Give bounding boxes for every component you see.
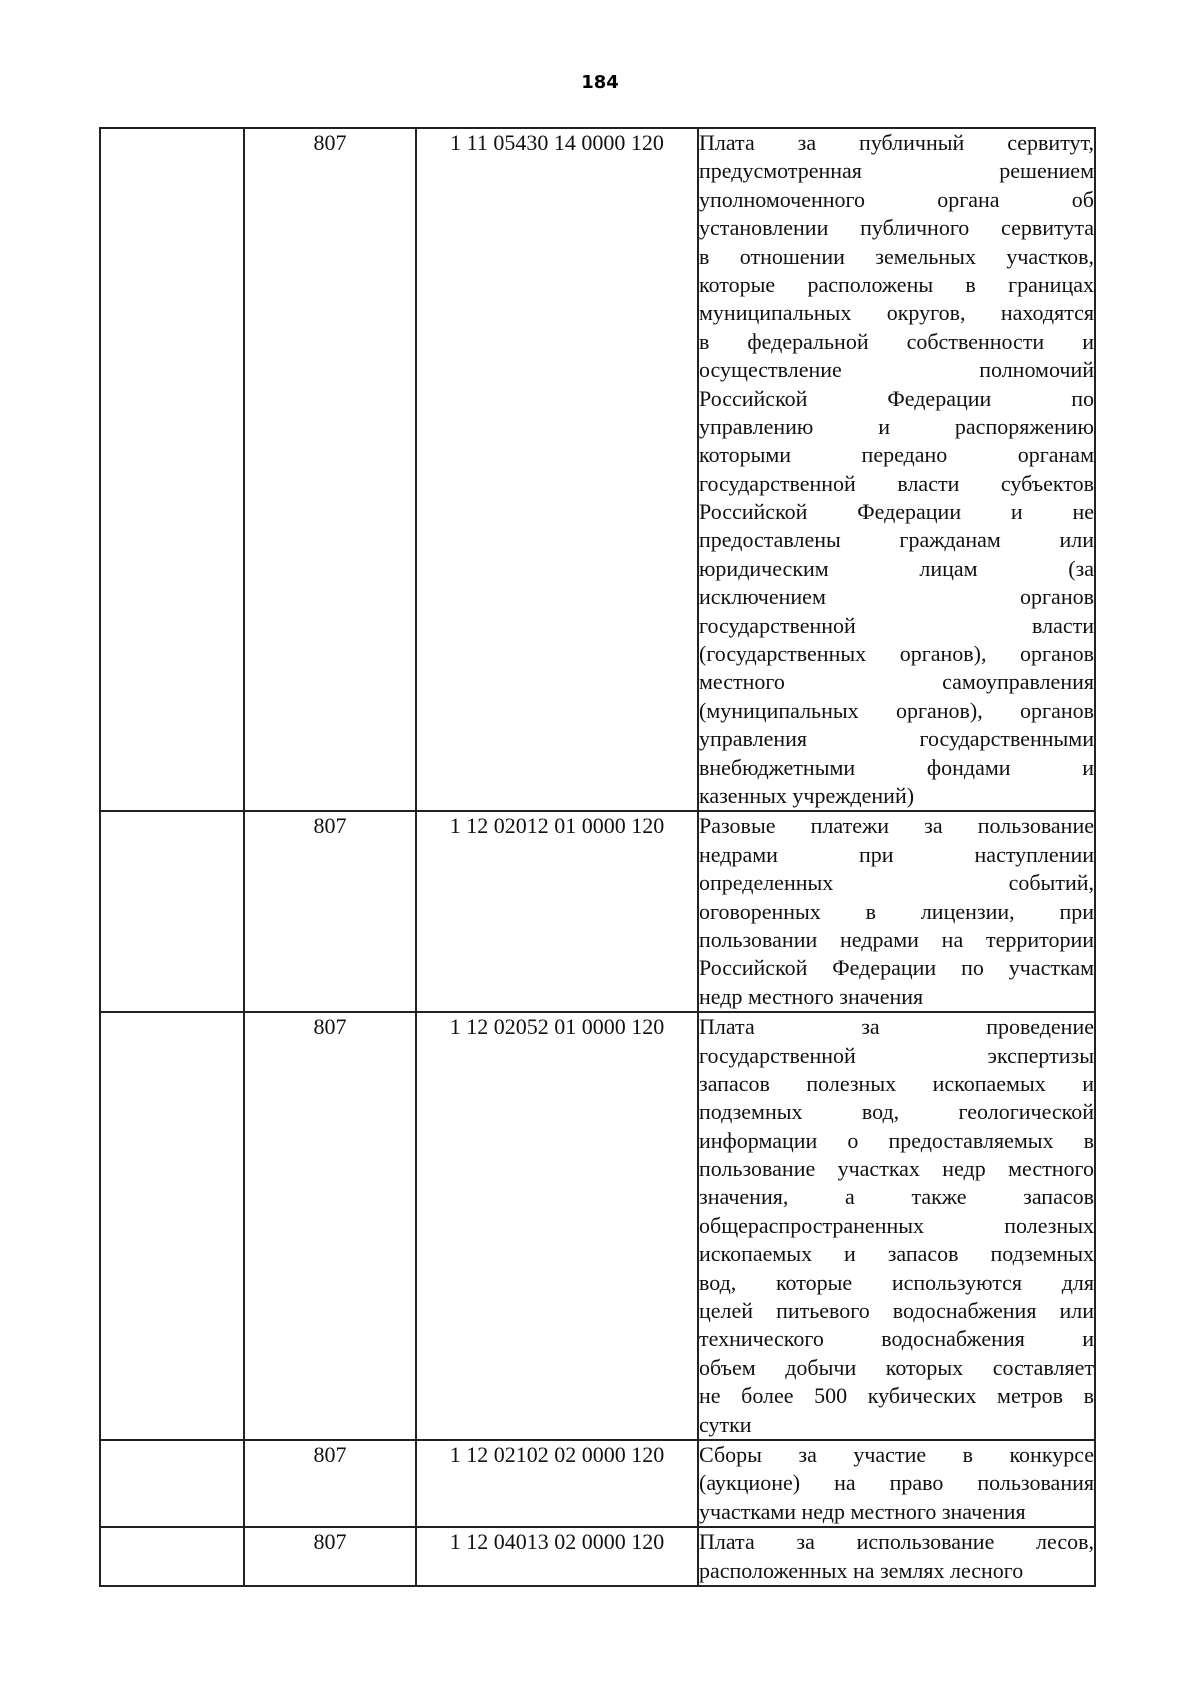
description-line: местного самоуправления xyxy=(699,669,1094,695)
description-line: сутки xyxy=(699,1411,752,1437)
description-line: управления государственными xyxy=(699,726,1094,752)
description-line: предоставлены гражданам или xyxy=(699,527,1094,553)
empty-cell xyxy=(100,811,244,1012)
description-line: технического водоснабжения и xyxy=(699,1326,1094,1352)
description-line: значения, а также запасов xyxy=(699,1184,1094,1210)
table-row xyxy=(100,128,1095,811)
description-line: недр местного значения xyxy=(699,983,924,1009)
description-line: подземных вод, геологической xyxy=(699,1099,1094,1125)
description-line: предусмотренная решением xyxy=(699,158,1094,184)
admin-code-cell: 807 xyxy=(244,811,416,1012)
budget-codes-table xyxy=(99,127,1096,1587)
description-line: муниципальных округов, находятся xyxy=(699,300,1094,326)
description-line: уполномоченного органа об xyxy=(699,186,1094,212)
description-line: Плата за использование лесов, xyxy=(699,1529,1094,1555)
description-line: Плата за проведение xyxy=(699,1014,1094,1040)
empty-cell xyxy=(100,128,244,811)
description-line: расположенных на землях лесного xyxy=(699,1557,1024,1583)
description-line: осуществление полномочий xyxy=(699,357,1094,383)
description-line: общераспространенных полезных xyxy=(699,1212,1094,1238)
description-line: Плата за публичный сервитут, xyxy=(699,130,1094,155)
budget-code-cell: 1 12 02012 01 0000 120 xyxy=(416,811,698,1012)
description-line: не более 500 кубических метров в xyxy=(699,1383,1094,1409)
empty-cell xyxy=(100,1012,244,1440)
description-line: которыми передано органам xyxy=(699,442,1094,468)
description-line: исключением органов xyxy=(699,584,1094,610)
description-line: управлению и распоряжению xyxy=(699,413,1094,439)
description-line: запасов полезных ископаемых и xyxy=(699,1070,1094,1096)
description-line: государственной власти xyxy=(699,612,1094,638)
admin-code-cell: 807 xyxy=(244,1527,416,1586)
empty-cell xyxy=(100,1440,244,1527)
description-line: недрами при наступлении xyxy=(699,841,1094,867)
budget-code-cell: 1 12 04013 02 0000 120 xyxy=(416,1527,698,1586)
description-line: Российской Федерации и не xyxy=(699,499,1094,525)
description-line: ископаемых и запасов подземных xyxy=(699,1241,1094,1267)
table-row xyxy=(100,1527,1095,1586)
description-line: оговоренных в лицензии, при xyxy=(699,898,1094,924)
description-line: пользование участках недр местного xyxy=(699,1156,1094,1182)
description-line: (муниципальных органов), органов xyxy=(699,697,1094,723)
description-line: казенных учреждений) xyxy=(699,782,915,808)
description-line: Российской Федерации по участкам xyxy=(699,955,1094,981)
budget-code-cell: 1 12 02052 01 0000 120 xyxy=(416,1012,698,1440)
description-line: Сборы за участие в конкурсе xyxy=(699,1441,1094,1467)
description-line: участками недр местного значения xyxy=(699,1498,1026,1524)
description-line: государственной власти субъектов xyxy=(699,470,1094,496)
description-line: установлении публичного сервитута xyxy=(699,215,1094,241)
description-line: вод, которые используются для xyxy=(699,1269,1094,1295)
budget-code-cell: 1 12 02102 02 0000 120 xyxy=(416,1440,698,1527)
description-line: юридическим лицам (за xyxy=(699,555,1094,581)
description-line: в федеральной собственности и xyxy=(699,328,1094,354)
description-line: которые расположены в границах xyxy=(699,271,1094,297)
empty-cell xyxy=(100,1527,244,1586)
description-line: государственной экспертизы xyxy=(699,1042,1094,1068)
description-cell xyxy=(698,1527,1095,1586)
table-row xyxy=(100,1012,1095,1440)
admin-code-cell: 807 xyxy=(244,1012,416,1440)
table-row xyxy=(100,1440,1095,1527)
description-line: Разовые платежи за пользование xyxy=(699,813,1094,839)
description-cell xyxy=(698,1440,1095,1527)
description-line: (государственных органов), органов xyxy=(699,641,1094,667)
description-line: внебюджетными фондами и xyxy=(699,754,1094,780)
description-line: пользовании недрами на территории xyxy=(699,926,1094,952)
description-cell xyxy=(698,128,1095,811)
description-line: в отношении земельных участков, xyxy=(699,243,1094,269)
page-number: 184 xyxy=(581,72,619,93)
description-line: информации о предоставляемых в xyxy=(699,1127,1094,1153)
table-row xyxy=(100,811,1095,1012)
description-cell xyxy=(698,1012,1095,1440)
description-line: объем добычи которых составляет xyxy=(699,1354,1094,1380)
description-cell xyxy=(698,811,1095,1012)
admin-code-cell: 807 xyxy=(244,1440,416,1527)
table-body xyxy=(100,128,1095,1586)
description-line: определенных событий, xyxy=(699,870,1094,896)
description-line: (аукционе) на право пользования xyxy=(699,1470,1094,1496)
description-line: Российской Федерации по xyxy=(699,385,1094,411)
description-line: целей питьевого водоснабжения или xyxy=(699,1298,1094,1324)
admin-code-cell: 807 xyxy=(244,128,416,811)
budget-code-cell: 1 11 05430 14 0000 120 xyxy=(416,128,698,811)
